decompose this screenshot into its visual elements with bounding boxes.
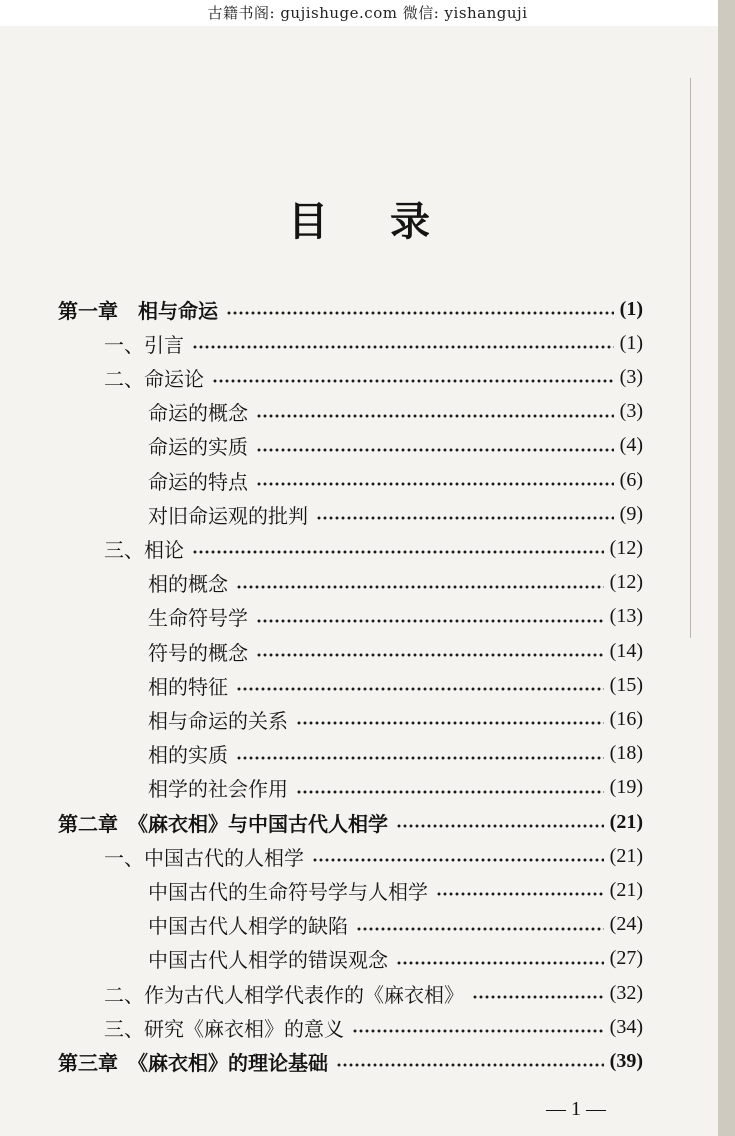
toc-dot-leader: [396, 942, 604, 976]
toc-entry-page: (32): [609, 981, 643, 1004]
page-title: 目录: [288, 198, 492, 245]
toc-entry-label: 生命符号学: [148, 606, 248, 631]
toc-dot-leader: [236, 566, 604, 600]
toc-entry-label: 二、作为古代人相学代表作的《麻衣相》: [104, 982, 464, 1007]
toc-entry-label: 三、相论: [104, 537, 184, 562]
toc-entry-page: (39): [609, 1049, 643, 1072]
toc-entry-label: 二、命运论: [104, 366, 204, 391]
toc-dot-leader: [256, 463, 614, 497]
toc-entry-label: 中国古代的生命符号学与人相学: [148, 879, 428, 904]
toc-entry: [148, 737, 643, 771]
toc-entry-label: 相的实质: [148, 743, 228, 768]
toc-entry: [148, 908, 643, 942]
toc-entry: [104, 976, 643, 1010]
toc-entry-page: (21): [609, 878, 643, 901]
toc-entry: [148, 702, 643, 736]
toc-entry-page: (3): [619, 365, 643, 388]
toc-entry: [58, 1044, 643, 1078]
toc-entry: [148, 873, 643, 907]
toc-entry: [104, 1010, 643, 1044]
toc-entry-page: (27): [609, 947, 643, 970]
toc-entry-page: (3): [619, 400, 643, 423]
toc-entry: [148, 395, 643, 429]
toc-entry: [104, 360, 643, 394]
toc-entry-label: 中国古代人相学的缺陷: [148, 914, 348, 939]
toc-dot-leader: [256, 634, 604, 668]
toc-entry-label: 三、研究《麻衣相》的意义: [104, 1016, 344, 1041]
toc-entry-page: (12): [609, 536, 643, 559]
toc-entry-label: 相的概念: [148, 572, 228, 597]
toc-entry-label: 一、引言: [104, 332, 184, 357]
toc-entry-label: 符号的概念: [148, 640, 248, 665]
toc-dot-leader: [256, 429, 614, 463]
watermark-banner: 古籍书阁: gujishuge.com 微信: yishanguji: [0, 0, 735, 26]
toc-entry-page: (15): [609, 673, 643, 696]
toc-dot-leader: [352, 1010, 604, 1044]
toc-entry-page: (21): [609, 810, 643, 833]
toc-entry-label: 第一章 相与命运: [58, 298, 218, 323]
toc-dot-leader: [336, 1044, 604, 1078]
toc-entry-page: (12): [609, 571, 643, 594]
toc-dot-leader: [236, 668, 604, 702]
toc-entry: [148, 771, 643, 805]
toc-dot-leader: [236, 737, 604, 771]
toc-dot-leader: [436, 873, 604, 907]
toc-entry: [58, 292, 643, 326]
toc-entry-label: 相的特征: [148, 674, 228, 699]
toc-entry-page: (18): [609, 742, 643, 765]
toc-entry: [148, 600, 643, 634]
toc-dot-leader: [356, 908, 604, 942]
toc-dot-leader: [256, 395, 614, 429]
toc-entry-page: (34): [609, 1015, 643, 1038]
toc-dot-leader: [296, 771, 604, 805]
toc-dot-leader: [296, 702, 604, 736]
toc-entry-label: 相学的社会作用: [148, 777, 288, 802]
toc-entry-page: (24): [609, 913, 643, 936]
toc-entry-label: 命运的实质: [148, 435, 248, 460]
toc-entry-label: 一、中国古代的人相学: [104, 845, 304, 870]
toc-entry: [148, 497, 643, 531]
toc-entry: [104, 531, 643, 565]
toc-entry-page: (9): [619, 502, 643, 525]
toc-entry-page: (13): [609, 605, 643, 628]
toc-entry-label: 命运的概念: [148, 401, 248, 426]
toc-entry: [148, 634, 643, 668]
toc-dot-leader: [472, 976, 604, 1010]
toc-entry: [104, 839, 643, 873]
toc-dot-leader: [226, 292, 614, 326]
toc-entry: [148, 566, 643, 600]
toc-entry: [148, 942, 643, 976]
toc-dot-leader: [192, 531, 604, 565]
toc-dot-leader: [312, 839, 604, 873]
page-edge-line: [690, 78, 691, 638]
toc-entry-label: 中国古代人相学的错误观念: [148, 948, 388, 973]
page-number: — 1 —: [546, 1098, 606, 1120]
toc-entry-label: 相与命运的关系: [148, 708, 288, 733]
toc-entry-page: (14): [609, 639, 643, 662]
toc-entry: [148, 429, 643, 463]
toc-entry-page: (1): [619, 297, 643, 320]
toc-dot-leader: [316, 497, 614, 531]
toc-entry-label: 命运的特点: [148, 469, 248, 494]
toc-dot-leader: [212, 360, 614, 394]
toc-entry-page: (19): [609, 776, 643, 799]
toc-entry-page: (21): [609, 844, 643, 867]
toc-entry-page: (6): [619, 468, 643, 491]
toc-dot-leader: [192, 326, 614, 360]
toc-entry-label: 对旧命运观的批判: [148, 503, 308, 528]
toc-dot-leader: [256, 600, 604, 634]
scan-margin: [718, 0, 735, 1136]
toc-entry: [58, 805, 643, 839]
toc-dot-leader: [396, 805, 604, 839]
toc-entry-page: (4): [619, 434, 643, 457]
toc-entry: [104, 326, 643, 360]
toc-entry-label: 第三章 《麻衣相》的理论基础: [58, 1050, 328, 1075]
toc-entry: [148, 463, 643, 497]
toc-entry-page: (16): [609, 707, 643, 730]
toc-entry-page: (1): [619, 331, 643, 354]
toc-entry-label: 第二章 《麻衣相》与中国古代人相学: [58, 811, 388, 836]
toc-entry: [148, 668, 643, 702]
